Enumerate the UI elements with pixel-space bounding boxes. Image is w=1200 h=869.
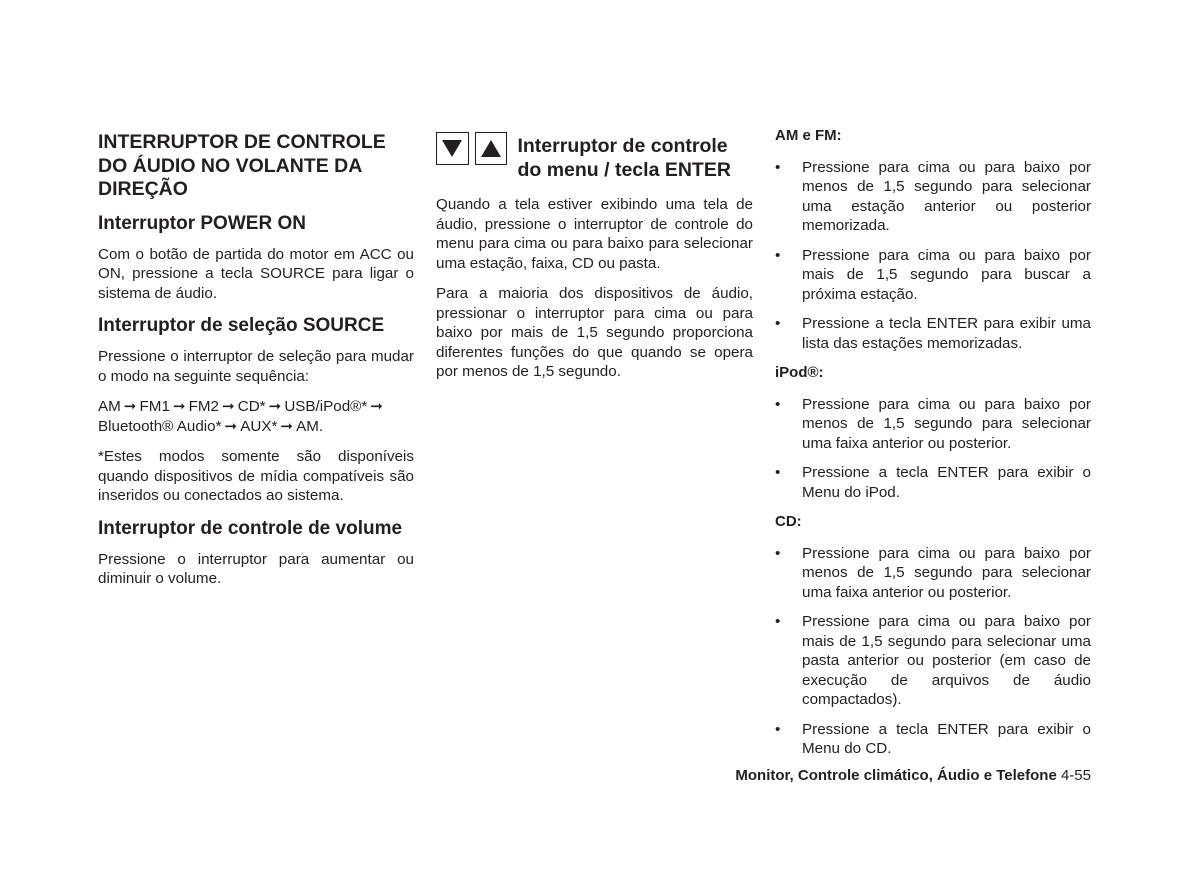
seq-item: AM. [296, 417, 324, 435]
volume-text: Pressione o interruptor para aumentar ou diminuir o volume. [98, 550, 414, 587]
menu-text-1: Quando a tela estiver exibindo uma tela de áudio, pressione o interruptor de controle do menu para cima ou para baixo para selecionar uma estação, faixa, CD ou pasta. [436, 196, 753, 272]
left-column [98, 131, 414, 600]
volume-heading: Interruptor de controle de volume [98, 517, 403, 539]
ipod-list [775, 395, 1091, 503]
bullet: • [775, 395, 781, 413]
bullet: • [775, 315, 781, 332]
bullet: • [775, 544, 781, 562]
source-text: Pressione o interruptor de seleção para mudar o modo na seguinte sequência: [98, 348, 414, 385]
cd-label: CD: [775, 513, 802, 530]
arrow-right-icon: ➞ [370, 398, 384, 415]
up-key [475, 132, 508, 165]
amfm-list [775, 158, 1091, 354]
down-key [436, 132, 469, 165]
list-item: • Pressione a tecla ENTER para exibir uma lista das estações memorizadas. [775, 315, 1091, 352]
power-on-text: Com o botão de partida do motor em ACC ou ON, pressione a tecla SOURCE para ligar o sistema de áudio. [98, 245, 414, 302]
source-note: *Estes modos somente são disponíveis quando dispositivos de mídia compatíveis são inseridos ou conectados ao sistema. [98, 448, 414, 504]
ipod-label: iPod®: [775, 364, 824, 381]
list-item: • Pressione para cima ou para baixo por mais de 1,5 segundo para selecionar uma pasta anterior ou posterior (em caso de execução de arquivos de áudio compactados). [775, 613, 1091, 708]
triangle-up-icon [481, 140, 501, 157]
seq-item: FM2 [188, 398, 219, 415]
menu-text-2: Para a maioria dos dispositivos de áudio, pressionar o interruptor para cima ou para baixo por mais de 1,5 segundo proporciona diferentes funções do que quando se opera por menos de 1,5 segundo. [436, 285, 753, 380]
list-item: • Pressione para cima ou para baixo por menos de 1,5 segundo para selecionar uma faixa anterior ou posterior. [775, 395, 1091, 452]
bullet: • [775, 720, 781, 738]
arrow-right-icon: ➞ [268, 398, 282, 415]
list-item: • Pressione a tecla ENTER para exibir o Menu do CD. [775, 720, 1091, 757]
list-item: • Pressione a tecla ENTER para exibir o Menu do iPod. [775, 464, 1091, 501]
source-sequence [98, 397, 414, 436]
arrow-right-icon: ➞ [222, 398, 235, 415]
bullet: • [775, 158, 781, 176]
seq-item: USB/iPod®* [284, 398, 368, 415]
bullet: • [775, 246, 781, 264]
seq-item: AUX* [240, 417, 278, 435]
seq-item: CD* [237, 398, 266, 415]
triangle-down-icon [442, 140, 462, 157]
footer-title: Monitor, Controle climático, Áudio e Telefone [735, 767, 1057, 784]
arrow-right-icon: ➞ [172, 398, 186, 415]
right-column [775, 126, 1091, 769]
arrow-right-icon: ➞ [123, 398, 137, 415]
arrow-right-icon: ➞ [280, 417, 294, 435]
page-number: 4-55 [1060, 767, 1091, 784]
page-footer [600, 767, 1091, 784]
list-item: • Pressione para cima ou para baixo por menos de 1,5 segundo para selecionar uma faixa anterior ou posterior. [775, 544, 1091, 601]
seq-item: AM [98, 398, 121, 415]
amfm-label: AM e FM: [775, 127, 842, 144]
bullet: • [775, 464, 781, 481]
section-title: INTERRUPTOR DE CONTROLE DO ÁUDIO NO VOLANTE DA DIREÇÃO [98, 131, 386, 200]
source-heading: Interruptor de seleção SOURCE [98, 315, 385, 336]
power-on-heading: Interruptor POWER ON [98, 212, 306, 234]
arrow-right-icon: ➞ [224, 417, 238, 435]
menu-enter-heading: Interruptor de controle do menu / tecla ENTER [517, 135, 731, 181]
cd-list [775, 544, 1091, 759]
seq-item: FM1 [139, 398, 170, 415]
middle-column [436, 132, 753, 393]
seq-item: Bluetooth® Audio* [98, 417, 222, 435]
bullet: • [775, 613, 781, 630]
list-item: • Pressione para cima ou para baixo por menos de 1,5 segundo para selecionar uma estação anterior ou posterior memorizada. [775, 158, 1091, 234]
list-item: • Pressione para cima ou para baixo por mais de 1,5 segundo para buscar a próxima estação. [775, 246, 1091, 303]
menu-switch-header [436, 132, 753, 182]
